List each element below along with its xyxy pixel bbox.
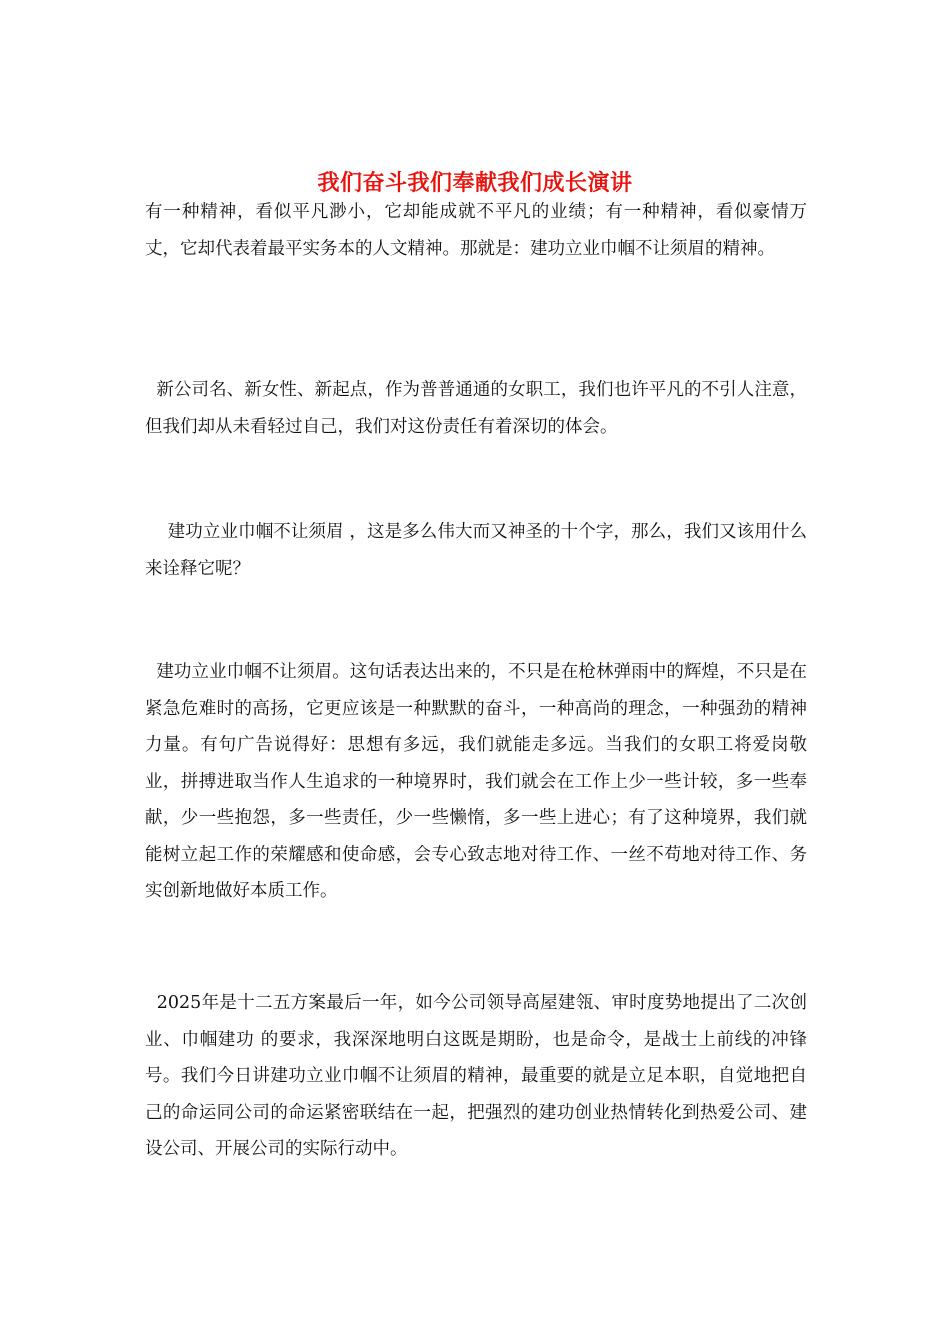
- paragraph: 建功立业巾帼不让须眉 ，这是多么伟大而又神圣的十个字，那么，我们又该用什么来诠释它呢？: [145, 522, 807, 579]
- paragraph: 有一种精神，看似平凡渺小，它却能成就不平凡的业绩；有一种精神，看似豪情万丈，它却代表着最平实务本的人文精神。那就是：建功立业巾帼不让须眉的精神。: [145, 202, 807, 259]
- document-title: 我们奋斗我们奉献我们成长演讲: [317, 169, 633, 196]
- paragraph: 新公司名、新女性、新起点，作为普普通通的女职工，我们也许平凡的不引人注意，但我们却从未看轻过自己，我们对这份责任有着深切的体会。: [145, 380, 807, 437]
- paragraph: 2025年是十二五方案最后一年，如今公司领导高屋建瓴、审时度势地提出了二次创业、巾帼建功 的要求，我深深地明白这既是期盼，也是命令，是战士上前线的冲锋号。我们今日讲建功立业巾帼不让须眉的精神，最重要的就是立足本职，自觉地把自己的命运同公司的命运紧密联结在一起，把强烈的建功创业热情转化到热爱公司、建设公司、开展公司的实际行动中。: [145, 993, 807, 1159]
- paragraph: 建功立业巾帼不让须眉。这句话表达出来的，不只是在枪林弹雨中的辉煌，不只是在紧急危难时的高扬，它更应该是一种默默的奋斗，一种高尚的理念，一种强劲的精神力量。有句广告说得好：思想有多远，我们就能走多远。当我们的女职工将爱岗敬业，拼搏进取当作人生追求的一种境界时，我们就会在工作上少一些计较，多一些奉献，少一些抱怨，多一些责任，少一些懒惰，多一些上进心；有了这种境界，我们就能树立起工作的荣耀感和使命感，会专心致志地对待工作、一丝不苟地对待工作、务实创新地做好本质工作。: [145, 662, 807, 901]
